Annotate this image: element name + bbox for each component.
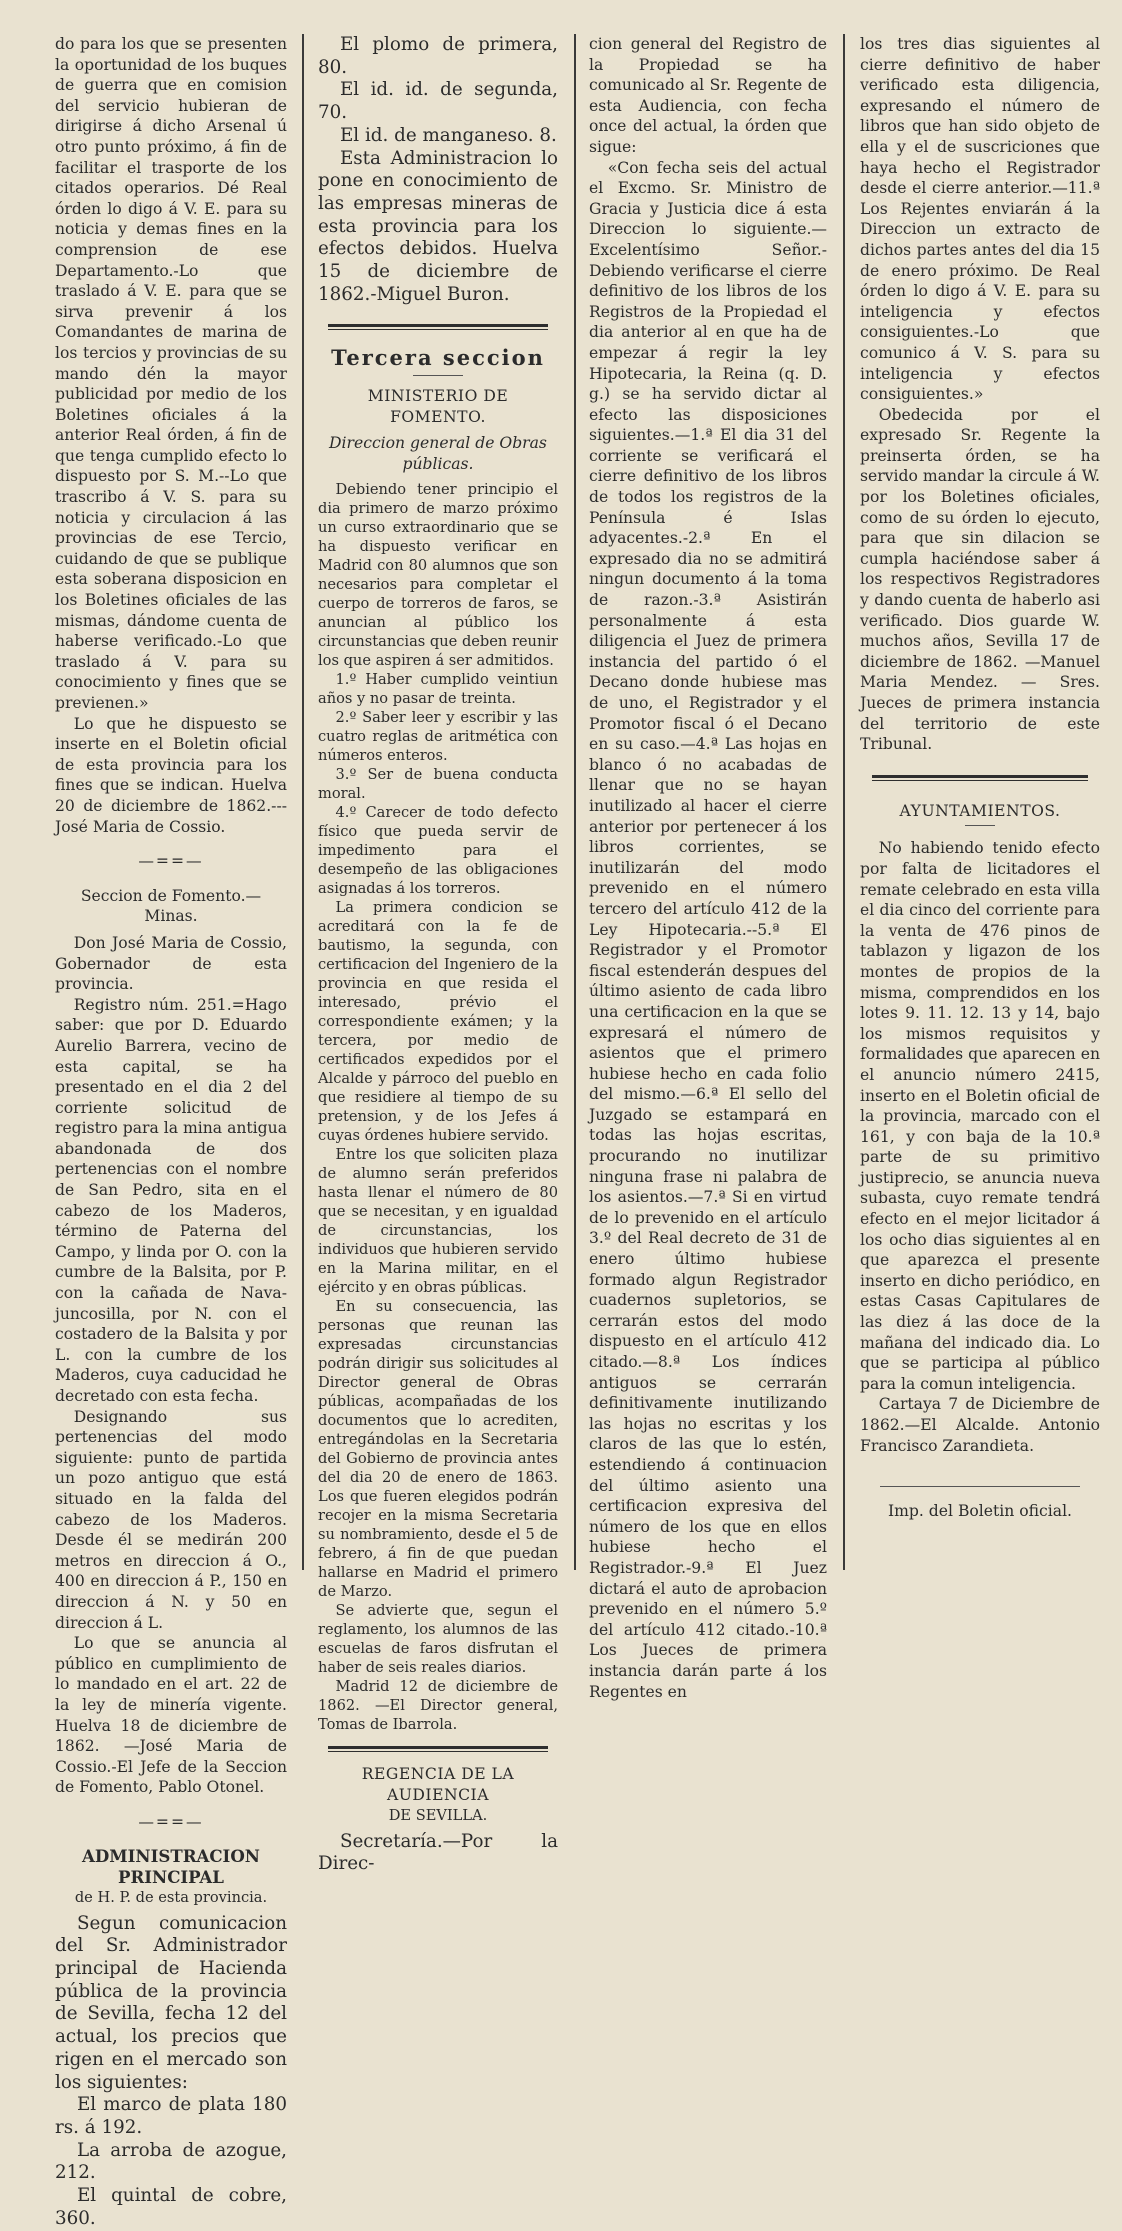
section-heading: Seccion de Fomento.—Minas. <box>80 886 262 926</box>
column-2 <box>318 34 558 1875</box>
paragraph: Segun comunicacion del Sr. Administrador principal de Hacienda pública de la provincia de Sevilla, fecha 12 del actual, los precios que rigen en el mercado son los siguientes: <box>55 1912 287 2093</box>
printer-imprint: Imp. del Boletin oficial. <box>887 1502 1073 1521</box>
section-subheading: DE SEVILLA. <box>388 1806 488 1824</box>
paragraph: Entre los que soliciten plaza de alumno serán preferidos hasta llenar el número de 80 que se necesitan, y en igualdad de circunstancias, los individuos que hubieren servido en la Marina militar, en el ejército y en obras públicas. <box>318 1146 558 1297</box>
paragraph: El id. id. de segunda, 70. <box>318 79 558 124</box>
divider: —==— <box>138 852 204 871</box>
section-heading: REGENCIA DE LA AUDIENCIA <box>361 1765 515 1804</box>
paragraph: Lo que se anuncia al público en cumplimiento de lo mandado en el art. 22 de la ley de minería vigente. Huelva 18 de diciembre de 1862. —José Maria de Cossio.-El Jefe de la Seccion de Fomento, Pablo Otonel. <box>55 1634 287 1797</box>
column-1 <box>55 34 287 2229</box>
paragraph: El id. de manganeso. 8. <box>339 124 557 146</box>
column-4 <box>860 34 1100 1570</box>
section-heading: MINISTERIO DE FOMENTO. <box>367 387 509 426</box>
paragraph: Secretaría.—Por la Direc- <box>318 1830 558 1875</box>
paragraph: 1.º Haber cumplido veintiun años y no pasar de treinta. <box>318 671 558 708</box>
paragraph: Registro núm. 251.=Hago saber: que por D. Eduardo Aurelio Barrera, vecino de esta capital, se ha presentado en el dia 2 del corriente solicitud de registro para la mina antigua abandonada de dos pertenencias con el nombre de San Pedro, sita en el cabezo de los Maderos, término de Paterna del Campo, y linda por O. con la cumbre de la Balsita, por P. con la cañada de Nava-juncosilla, por N. con el costadero de la Balsita y por L. con la cumbre de los Maderos, cuya caducidad he decretado con esta fecha. <box>55 995 287 1405</box>
paragraph: La arroba de azogue, 212. <box>55 2139 287 2184</box>
divider <box>413 375 463 376</box>
column-rule <box>843 34 845 1570</box>
section-heading: AYUNTAMIENTOS. <box>899 801 1061 820</box>
divider <box>328 1746 548 1752</box>
divider <box>880 1486 1080 1487</box>
paragraph: Se advierte que, segun el reglamento, los alumnos de las escuelas de faros disfrutan el haber de seis reales diarios. <box>318 1602 558 1677</box>
paragraph: Cartaya 7 de Diciembre de 1862.—El Alcalde. Antonio Francisco Zarandieta. <box>860 1395 1100 1455</box>
section-subheading: Direccion general de Obras públicas. <box>329 434 547 473</box>
paragraph: cion general del Registro de la Propiedad se ha comunicado al Sr. Regente de esta Audiencia, con fecha once del actual, la órden que sigue: <box>589 35 827 156</box>
paragraph: Madrid 12 de diciembre de 1862. —El Director general, Tomas de Ibarrola. <box>318 1678 558 1734</box>
section-title: Tercera seccion <box>331 345 545 371</box>
paragraph: Lo que he dispuesto se inserte en el Boletin oficial de esta provincia para los fines que se indican. Huelva 20 de diciembre de 1862.---José Maria de Cossio. <box>55 714 287 836</box>
paragraph: Obedecida por el expresado Sr. Regente la preinserta órden, se ha servido mandar la circule á W. por los Boletines oficiales, como de su órden lo ejecuto, para que sin dilacion se cumpla haciéndose saber á los respectivos Registradores y dando cuenta de haberlo asi verificado. Dios guarde W. muchos años, Sevilla 17 de diciembre de 1862. —Manuel Maria Mendez. — Sres. Jueces de primera instancia del territorio de este Tribunal. <box>860 405 1100 754</box>
paragraph: El marco de plata 180 rs. á 192. <box>55 2094 287 2138</box>
divider <box>965 825 995 826</box>
paragraph: El quintal de cobre, 360. <box>55 2185 287 2229</box>
column-3 <box>589 34 827 1701</box>
paragraph: Don José Maria de Cossio, Gobernador de esta provincia. <box>55 933 287 994</box>
column-rule <box>302 34 304 1570</box>
paragraph: El plomo de primera, 80. <box>318 34 558 78</box>
paragraph: 4.º Carecer de todo defecto físico que pueda servir de impedimento para el desempeño de las obligaciones asignadas á los torreros. <box>318 804 558 898</box>
column-rule <box>574 34 576 1570</box>
section-subheading: de H. P. de esta provincia. <box>74 1888 268 1906</box>
paragraph: Debiendo tener principio el dia primero de marzo próximo un curso extraordinario que se ha dispuesto verificar en Madrid con 80 alumnos que son necesarios para completar el cuerpo de torreros de faros, se anuncian al público los circunstancias que deben reunir los que aspiren á ser admitidos. <box>318 481 558 670</box>
paragraph: Designando sus pertenencias del modo siguiente: punto de partida un pozo antiguo que está situado en la falda del cabezo de los Maderos. Desde él se medirán 200 metros en direccion á O., 400 en direccion á P., 150 en direccion á N. y 50 en direccion á L. <box>55 1407 287 1632</box>
divider: —==— <box>138 1812 204 1831</box>
paragraph: No habiendo tenido efecto por falta de licitadores el remate celebrado en esta villa el dia cinco del corriente para la venta de 476 pinos de tablazon y ligazon de los montes de propios de la misma, comprendidos en los lotes 9. 11. 12. 13 y 14, bajo los mismos requisitos y formalidades que aparecen en el anuncio número 2415, inserto en el Boletin oficial de la provincia, marcado con el 161, y con baja de la 10.ª parte de su primitivo justiprecio, se anuncia nueva subasta, cuyo remate tendrá efecto en el mejor licitador á los ocho dias siguientes al en que aparezca el presente inserto en dicho periódico, en estas Casas Capitulares de las diez á las doce de la mañana del indicado dia. Lo que se participa al público para la comun inteligencia. <box>860 839 1100 1393</box>
paragraph: En su consecuencia, las personas que reunan las expresadas circunstancias podrán dirigir sus solicitudes al Director general de Obras públicas, acompañadas de los documentos que lo acrediten, entregándolas en la Secretaria del Gobierno de provincia antes del dia 20 de enero de 1863. Los que fueren elegidos podrán recojer en la misma Secretaria su nombramiento, desde el 5 de febrero, á fin de que puedan hallarse en Madrid el primero de Marzo. <box>318 1298 558 1601</box>
paragraph: «Con fecha seis del actual el Excmo. Sr. Ministro de Gracia y Justicia dice á esta Direccion lo siguiente.—Excelentísimo Señor.-Debiendo verificarse el cierre definitivo de los libros de los Registros de la Propiedad el dia anterior al en que ha de empezar á regir la ley Hipotecaria, la Reina (q. D. g.) se ha servido dictar al efecto las disposiciones siguientes.—1.ª El dia 31 del corriente se verificará el cierre definitivo de los libros de todos los registros de la Península é Islas adyacentes.-2.ª En el expresado dia no se admitirá ningun documento á la toma de razon.-3.ª Asistirán personalmente á esta diligencia el Juez de primera instancia del partido ó el Decano donde hubiese mas de uno, el Registrador y el Promotor fiscal ó el Decano en su caso.—4.ª Las hojas en blanco ó no acabadas de llenar que no se hayan inutilizado al hacer el cierre anterior por pertenecer á los libros corrientes, se inutilizarán del modo prevenido en el número tercero del artículo 412 de la Ley Hipotecaria.--5.ª El Registrador y el Promotor fiscal estenderán despues del último asiento de cada libro una certificacion en la que se expresará el número de asientos que el primero hubiese hecho en cada folio del mismo.—6.ª El sello del Juzgado se estampará en todas las hojas escritas, procurando no inutilizar ninguna frase ni palabra de los asientos.—7.ª Si en virtud de lo prevenido en el artículo 3.º del Real decreto de 31 de enero último hubiese formado algun Registrador cuadernos supletorios, se cerrarán estos del modo dispuesto en el artículo 412 citado.—8.ª Los índices antiguos se cerrarán definitivamente inutilizando las hojas no escritas y los claros de las que lo estén, estendiendo á continuacion del último asiento una certificacion expresiva del número de los que en ellos hubiese hecho el Registrador.-9.ª El Juez dictará el auto de aprobacion prevenido en el número 5.º del artículo 412 citado.-10.ª Los Jueces de primera instancia darán parte á los Regentes en <box>589 158 827 1701</box>
paragraph: Esta Administracion lo pone en conocimiento de las empresas mineras de esta provincia para los efectos debidos. Huelva 15 de diciembre de 1862.-Miguel Buron. <box>318 147 558 305</box>
paragraph: La primera condicion se acreditará con la fe de bautismo, la segunda, con certificacion del Ingeniero de la provincia en que resida el interesado, prévio el correspondiente exámen; y la tercera, por medio de certificados expedidos por el Alcalde y párroco del pueblo en que residiere al tiempo de su pretension, y de los Jefes á cuyas órdenes hubiere servido. <box>318 899 558 1145</box>
paragraph: do para los que se presenten la oportunidad de los buques de guerra que en comision del servicio hubieran de dirigirse á dicho Arsenal ú otro punto próximo, á fin de facilitar el trasporte de los citados operarios. Dé Real órden lo digo á V. E. para su noticia y demas fines en la comprension de ese Departamento.-Lo que traslado á V. E. para que se sirva prevenir á los Comandantes de marina de los tercios y provincias de su mando dén la mayor publicidad por medio de los Boletines oficiales á la anterior Real órden, á fin de que tenga cumplido efecto lo dispuesto por S. M.--Lo que trascribo á V. S. para su noticia y circulacion á las provincias de ese Tercio, cuidando de que se publique esta soberana disposicion en los Boletines oficiales de las mismas, dándome cuenta de haberse verificado.-Lo que traslado á V. para su conocimiento y fines que se previenen.» <box>55 35 287 712</box>
section-heading: ADMINISTRACION PRINCIPAL <box>82 1846 260 1888</box>
paragraph: 3.º Ser de buena conducta moral. <box>318 766 558 803</box>
paragraph: los tres dias siguientes al cierre definitivo de haber verificado esta diligencia, expresando el número de libros que han sido objeto de ella y el de suscriciones que haya hecho el Registrador desde el cierre anterior.—11.ª Los Rejentes enviarán á la Direccion un extracto de dichos partes antes del dia 15 de enero próximo. De Real órden lo digo á V. E. para su inteligencia y efectos consiguientes.-Lo que comunico á V. S. para su inteligencia y efectos consiguientes.» <box>860 35 1100 404</box>
divider <box>328 324 548 330</box>
divider <box>872 775 1088 781</box>
paragraph: 2.º Saber leer y escribir y las cuatro reglas de aritmética con números enteros. <box>318 709 558 765</box>
